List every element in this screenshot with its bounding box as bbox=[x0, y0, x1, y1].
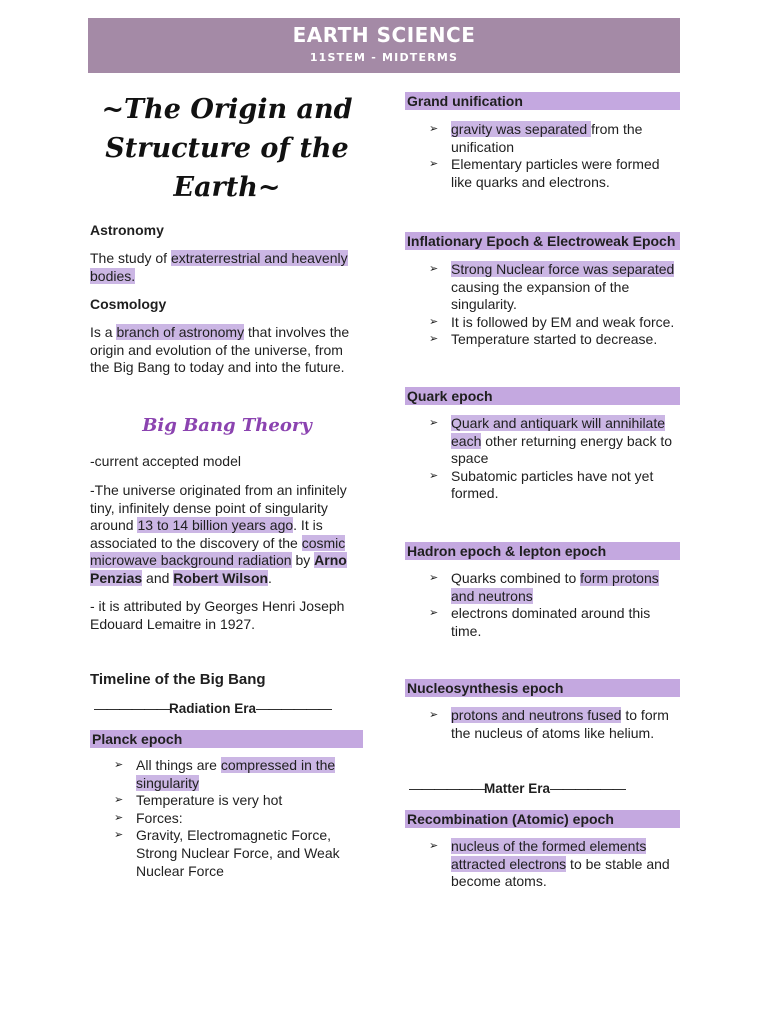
highlight: 13 to 14 billion years ago bbox=[137, 517, 294, 533]
highlight: Arno Penzias bbox=[90, 552, 347, 586]
arrow-bullet-icon: ➢ bbox=[429, 607, 439, 620]
text: Temperature is very hot bbox=[136, 792, 283, 809]
arrow-bullet-icon: ➢ bbox=[114, 794, 124, 807]
text: Forces: bbox=[136, 809, 183, 826]
list-item bbox=[405, 707, 681, 742]
text: to be stable and become atoms. bbox=[451, 855, 670, 890]
highlight: extraterrestrial and heavenly bodies. bbox=[90, 250, 348, 284]
text: . It is associated to the discovery of the bbox=[90, 517, 323, 551]
era-label: Matter Era bbox=[484, 781, 551, 796]
divider-line: —————— bbox=[256, 701, 332, 716]
page-header bbox=[88, 18, 680, 73]
list-item bbox=[405, 838, 681, 891]
arrow-bullet-icon: ➢ bbox=[429, 840, 439, 852]
page-title-line: Structure of the bbox=[105, 133, 349, 164]
list-item bbox=[405, 121, 681, 156]
highlight: Strong Nuclear force was separated bbox=[451, 261, 675, 277]
text: electrons dominated around this time. bbox=[451, 605, 651, 639]
list-item bbox=[90, 827, 364, 880]
inflationary-epoch-list bbox=[405, 261, 681, 349]
text: All things are bbox=[136, 757, 221, 773]
list-item bbox=[405, 314, 681, 332]
text: Gravity, Electromagnetic Force, Strong Nuclear Force, and Weak Nuclear Force bbox=[136, 827, 340, 879]
list-item bbox=[90, 810, 364, 828]
highlight: Robert Wilson bbox=[173, 569, 269, 586]
text: that involves the origin and evolution of the universe, from the Big Bang to today and into the future. bbox=[90, 324, 350, 375]
era-label: Radiation Era bbox=[169, 701, 257, 716]
arrow-bullet-icon: ➢ bbox=[429, 315, 439, 328]
arrow-bullet-icon: ➢ bbox=[429, 123, 439, 135]
planck-epoch-heading: Planck epoch bbox=[90, 730, 363, 748]
text: It is followed by EM and weak force. bbox=[451, 313, 675, 330]
hadron-epoch-heading: Hadron epoch & lepton epoch bbox=[405, 542, 680, 560]
text: . bbox=[268, 569, 272, 586]
page-title-line: ~The Origin and bbox=[101, 94, 353, 125]
divider-line: —————— bbox=[94, 701, 169, 716]
recombination-epoch-heading: Recombination (Atomic) epoch bbox=[405, 810, 680, 828]
highlight: form protons and neutrons bbox=[451, 570, 659, 604]
header-subtitle: 11STEM - MIDTERMS bbox=[309, 51, 459, 64]
arrow-bullet-icon: ➢ bbox=[114, 829, 124, 842]
divider-line: —————— bbox=[550, 781, 626, 796]
list-item bbox=[90, 757, 364, 792]
arrow-bullet-icon: ➢ bbox=[429, 417, 439, 429]
list-item bbox=[405, 261, 681, 314]
text: Is a bbox=[90, 324, 117, 340]
text: from the unification bbox=[451, 121, 643, 155]
hadron-epoch-list bbox=[405, 570, 681, 640]
astronomy-definition bbox=[90, 250, 360, 285]
highlight: gravity was separated bbox=[451, 121, 592, 137]
arrow-bullet-icon: ➢ bbox=[114, 811, 124, 824]
list-item bbox=[405, 468, 681, 503]
arrow-bullet-icon: ➢ bbox=[429, 572, 439, 584]
header-title: EARTH SCIENCE bbox=[292, 23, 476, 47]
grand-unification-heading: Grand unification bbox=[405, 92, 680, 110]
cosmology-definition bbox=[90, 324, 360, 377]
arrow-bullet-icon: ➢ bbox=[429, 263, 439, 275]
divider-line: —————— bbox=[409, 781, 484, 796]
nucleosynthesis-epoch-heading: Nucleosynthesis epoch bbox=[405, 679, 680, 697]
timeline-title: Timeline of the Big Bang bbox=[90, 671, 266, 688]
recombination-epoch-list bbox=[405, 838, 681, 891]
arrow-bullet-icon: ➢ bbox=[114, 759, 124, 771]
arrow-bullet-icon: ➢ bbox=[429, 333, 439, 346]
text: Elementary particles were formed like quarks and electrons. bbox=[451, 156, 660, 190]
page-title bbox=[90, 86, 364, 207]
quark-epoch-heading: Quark epoch bbox=[405, 387, 680, 405]
page-title-line: Earth~ bbox=[173, 172, 281, 203]
text: and bbox=[142, 569, 174, 586]
radiation-era-divider bbox=[94, 700, 331, 717]
arrow-bullet-icon: ➢ bbox=[429, 709, 439, 721]
text: by bbox=[291, 552, 315, 568]
quark-epoch-list bbox=[405, 415, 681, 503]
text: causing the expansion of the singularity. bbox=[451, 278, 630, 313]
text: Subatomic particles have not yet formed. bbox=[451, 467, 654, 502]
big-bang-p2 bbox=[90, 482, 356, 587]
highlight: protons and neutrons fused bbox=[451, 707, 622, 723]
text: The study of bbox=[90, 250, 171, 266]
highlight: branch of astronomy bbox=[116, 324, 245, 340]
list-item bbox=[405, 415, 681, 468]
highlight: nucleus of the formed elements attracted electrons bbox=[451, 838, 647, 872]
list-item bbox=[405, 605, 681, 640]
planck-epoch-list bbox=[90, 757, 364, 880]
big-bang-p1: -current accepted model bbox=[90, 453, 241, 469]
list-item bbox=[90, 792, 364, 810]
text: Temperature started to decrease. bbox=[451, 331, 658, 348]
list-item bbox=[405, 156, 681, 191]
text: to form the nucleus of atoms like helium. bbox=[451, 707, 669, 741]
inflationary-epoch-heading: Inflationary Epoch & Electroweak Epoch bbox=[405, 232, 680, 250]
cosmology-term: Cosmology bbox=[90, 296, 167, 312]
matter-era-divider bbox=[409, 780, 625, 797]
list-item bbox=[405, 570, 681, 605]
arrow-bullet-icon: ➢ bbox=[429, 158, 439, 171]
arrow-bullet-icon: ➢ bbox=[429, 469, 439, 482]
big-bang-title: Big Bang Theory bbox=[142, 415, 312, 436]
text: -The universe originated from an infinitely tiny, infinitely dense point of singularity around bbox=[90, 482, 347, 533]
nucleosynthesis-epoch-list bbox=[405, 707, 681, 742]
grand-unification-list bbox=[405, 121, 681, 191]
highlight: compressed in the singularity bbox=[136, 757, 336, 791]
text: other returning energy back to space bbox=[451, 432, 673, 467]
big-bang-p3: - it is attributed by Georges Henri Joseph Edouard Lemaitre in 1927. bbox=[90, 598, 345, 632]
highlight: Quark and antiquark will annihilate each bbox=[451, 415, 666, 449]
text: Quarks combined to bbox=[451, 570, 581, 586]
highlight: cosmic microwave background radiation bbox=[90, 534, 346, 568]
astronomy-term: Astronomy bbox=[90, 222, 164, 238]
list-item bbox=[405, 331, 681, 349]
